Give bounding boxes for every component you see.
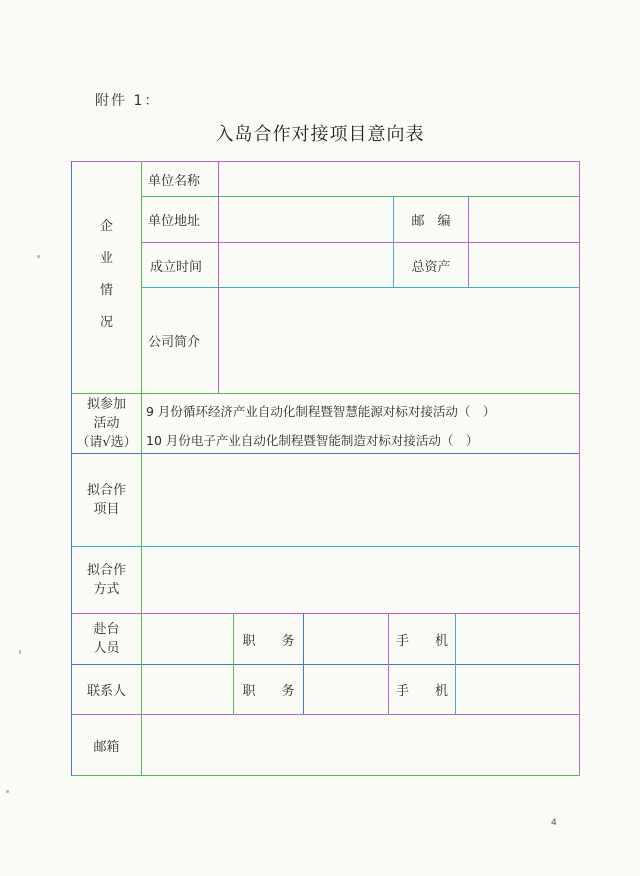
project-field[interactable] bbox=[142, 454, 579, 546]
form-title: 入岛合作对接项目意向表 bbox=[215, 124, 425, 145]
postcode-label: 邮 编 bbox=[411, 214, 451, 229]
method-label bbox=[72, 547, 141, 613]
postcode-field[interactable] bbox=[469, 197, 579, 242]
visitors-name-field[interactable] bbox=[142, 614, 233, 664]
method-label-line: 拟合作 bbox=[86, 563, 126, 578]
unit-address-label: 单位地址 bbox=[148, 214, 201, 229]
grid-line bbox=[71, 393, 579, 394]
project-label-line: 项目 bbox=[93, 502, 120, 517]
visitors-position-field[interactable] bbox=[304, 614, 388, 664]
visitors-position-label: 职 务 bbox=[242, 633, 295, 649]
method-field[interactable] bbox=[142, 547, 579, 613]
company-profile-field[interactable] bbox=[219, 288, 579, 393]
visitors-label-line: 人员 bbox=[93, 641, 120, 656]
activity-label bbox=[72, 394, 141, 453]
company-section-char: 企 bbox=[99, 219, 113, 234]
grid-line bbox=[579, 161, 580, 776]
total-assets-label: 总资产 bbox=[411, 259, 451, 275]
unit-name-label: 单位名称 bbox=[148, 173, 201, 189]
email-label: 邮箱 bbox=[93, 739, 120, 755]
project-label-line: 拟合作 bbox=[86, 483, 126, 498]
company-profile-label: 公司简介 bbox=[148, 335, 201, 350]
company-section-char: 业 bbox=[99, 251, 113, 266]
contact-mobile-label: 手 机 bbox=[395, 684, 448, 699]
company-section-char: 况 bbox=[99, 315, 113, 330]
activity-option-september[interactable]: 9 月份循环经济产业自动化制程暨智慧能源对标对接活动（ ） bbox=[146, 404, 496, 419]
contact-position-label: 职 务 bbox=[242, 684, 295, 699]
project-label bbox=[72, 454, 141, 546]
visitors-mobile-field[interactable] bbox=[456, 614, 579, 664]
visitors-label bbox=[72, 614, 141, 664]
unit-name-field[interactable] bbox=[219, 162, 579, 196]
contact-position-field[interactable] bbox=[304, 665, 388, 714]
activity-label-line: 活动 bbox=[93, 416, 120, 431]
established-field[interactable] bbox=[219, 243, 393, 287]
contact-name-field[interactable] bbox=[142, 665, 233, 714]
company-section-char: 情 bbox=[99, 283, 113, 298]
total-assets-field[interactable] bbox=[469, 243, 579, 287]
page-number: 4 bbox=[551, 818, 557, 828]
activity-label-line: 拟参加 bbox=[86, 397, 126, 412]
unit-address-field[interactable] bbox=[219, 197, 393, 242]
grid-line bbox=[71, 775, 579, 776]
visitors-mobile-label: 手 机 bbox=[395, 633, 448, 649]
contact-label: 联系人 bbox=[86, 684, 126, 699]
method-label-line: 方式 bbox=[93, 582, 120, 597]
company-section-label bbox=[72, 210, 141, 340]
activity-option-october[interactable]: 10 月份电子产业自动化制程暨智能制造对标对接活动（ ） bbox=[146, 433, 479, 448]
attachment-label: 附件 1： bbox=[95, 93, 161, 109]
activity-label-line: （请√选） bbox=[76, 435, 137, 450]
visitors-label-line: 赴台 bbox=[93, 622, 120, 637]
contact-mobile-field[interactable] bbox=[456, 665, 579, 714]
established-label: 成立时间 bbox=[150, 259, 203, 275]
email-field[interactable] bbox=[142, 715, 579, 775]
